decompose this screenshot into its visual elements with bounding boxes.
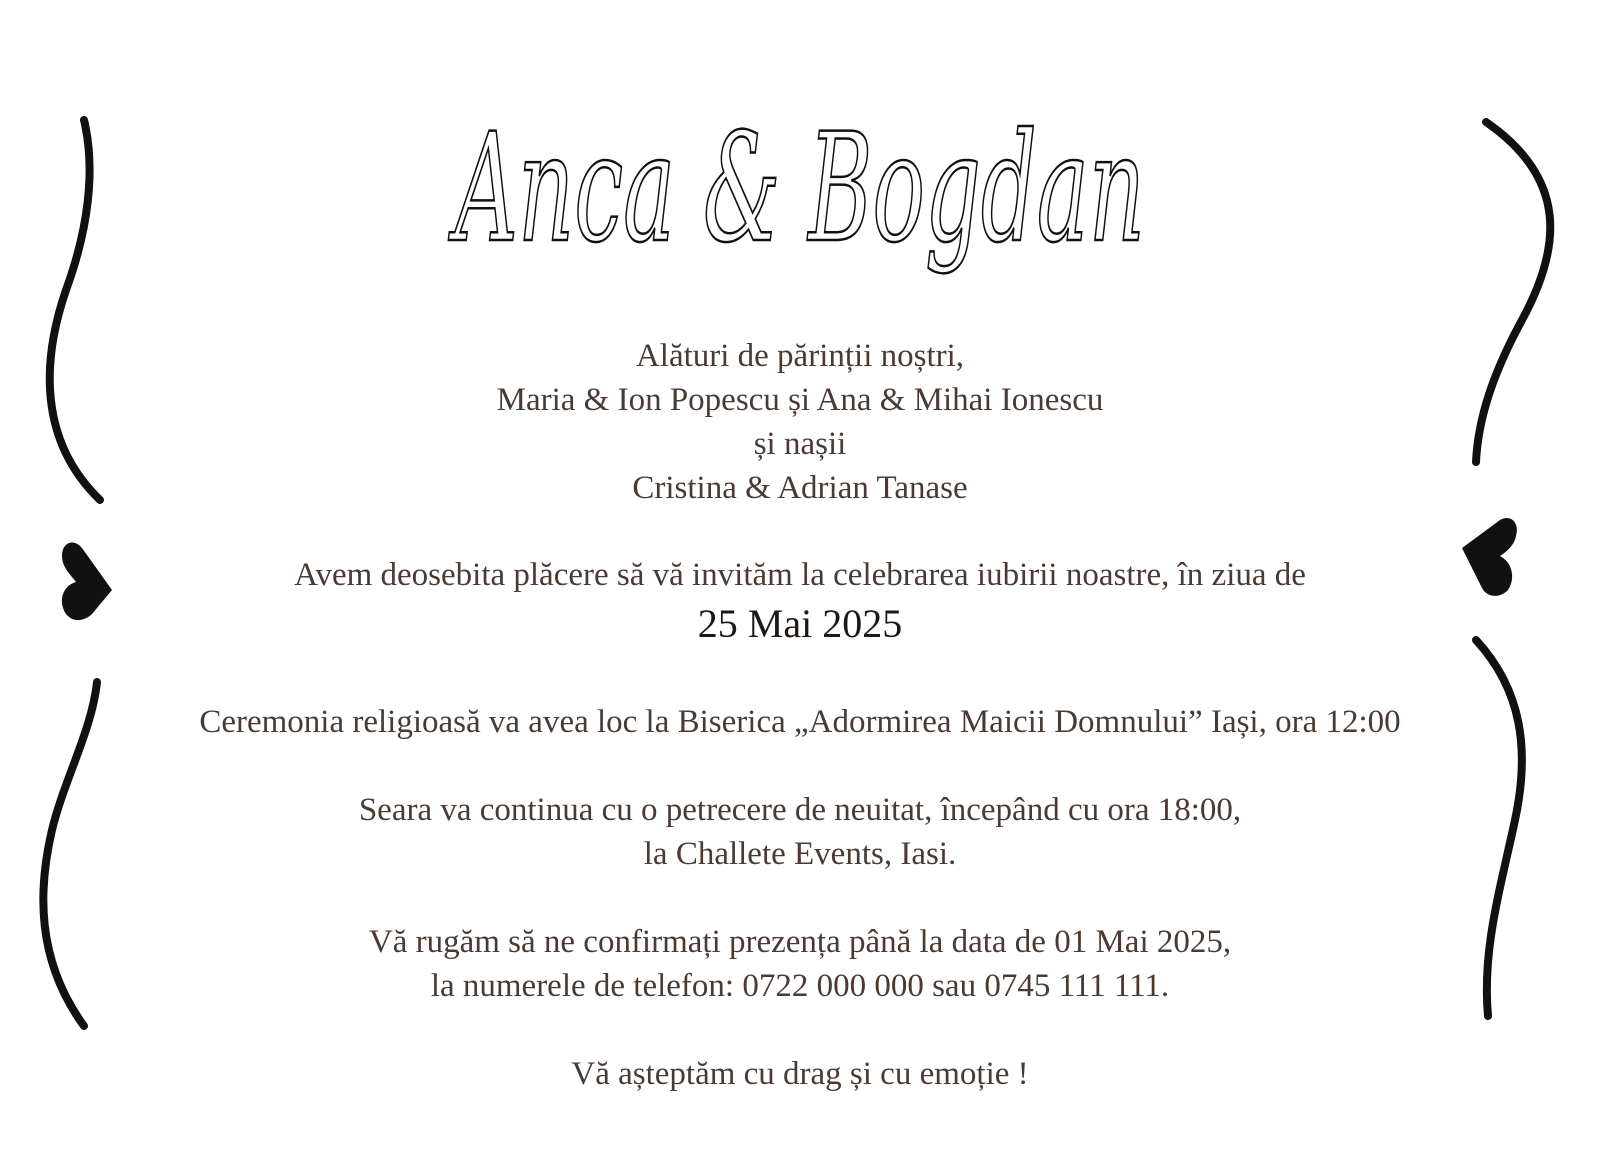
rsvp-line1: Vă rugăm să ne confirmați prezența până la data de 01 Mai 2025, — [368, 924, 1232, 960]
invitation-text: Avem deosebita plăcere să vă invităm la celebrarea iubirii noastre, în ziua de — [294, 557, 1306, 593]
couple-names-title — [0, 80, 1600, 310]
intro-parents-names: Maria & Ion Popescu și Ana & Mihai Ionescu — [496, 382, 1104, 418]
rsvp-phone-numbers: la numerele de telefon: 0722 000 000 sau 0745 111 111. — [430, 968, 1170, 1004]
intro-godparents-heading: și nașii — [753, 426, 847, 462]
wedding-date: 25 Mai 2025 — [697, 601, 903, 646]
intro-godparents-names: Cristina & Adrian Tanase — [632, 470, 968, 506]
couple-names: Anca & Bogdan — [448, 102, 1145, 276]
party-details-line1: Seara va continua cu o petrecere de neuitat, începând cu ora 18:00, — [358, 792, 1242, 828]
intro-parents-heading: Alături de părinții noștri, — [635, 338, 965, 374]
closing-message: Vă așteptăm cu drag și cu emoție ! — [571, 1056, 1029, 1092]
ceremony-details: Ceremonia religioasă va avea loc la Biserica „Adormirea Maicii Domnului” Iași, ora 12:00 — [199, 704, 1401, 740]
party-details-line2: la Challete Events, Iasi. — [643, 836, 957, 872]
